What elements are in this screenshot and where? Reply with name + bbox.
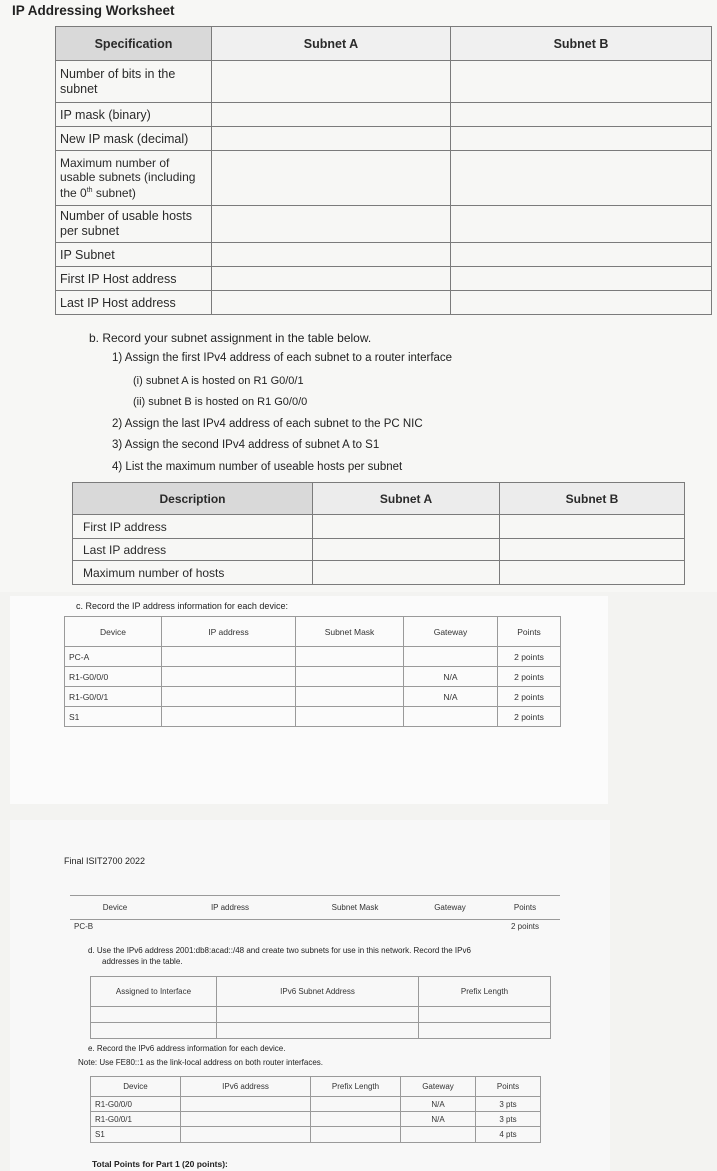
header-subnet-b: Subnet B xyxy=(451,27,712,61)
cell-last-host-a[interactable] xyxy=(212,291,451,315)
cell-usable-hosts-b[interactable] xyxy=(451,206,712,243)
row-label-ip-subnet: IP Subnet xyxy=(56,243,212,267)
gateway-r1-g001: N/A xyxy=(404,687,498,707)
header-subnet-a-2: Subnet A xyxy=(313,483,500,515)
header-points: Points xyxy=(498,617,561,647)
cell-mask-binary-a[interactable] xyxy=(212,103,451,127)
cell-mask-binary-b[interactable] xyxy=(451,103,712,127)
row-label-bits: Number of bits in the subnet xyxy=(56,61,212,103)
header-ip-address-2: IP address xyxy=(160,896,300,920)
cell-last-ip-a[interactable] xyxy=(313,539,500,561)
cell-usable-hosts-a[interactable] xyxy=(212,206,451,243)
ipv6-subnet-table xyxy=(90,976,551,1039)
cell-pc-b-ip[interactable] xyxy=(160,920,300,934)
header-description: Description xyxy=(73,483,313,515)
subnet-assignment-table xyxy=(72,482,685,585)
ipv6-device-table xyxy=(90,1076,541,1143)
worksheet-page-bottom xyxy=(10,820,610,1171)
cell-s1-v6-ip[interactable] xyxy=(181,1127,311,1143)
part-b-step2: 2) Assign the last IPv4 address of each subnet to the PC NIC xyxy=(112,418,423,430)
ip-addressing-table xyxy=(55,26,712,315)
device-s1-v6: S1 xyxy=(91,1127,181,1143)
cell-mask-decimal-b[interactable] xyxy=(451,127,712,151)
points-pc-a: 2 points xyxy=(498,647,561,667)
cell-mask-decimal-a[interactable] xyxy=(212,127,451,151)
row-last-ip: Last IP address xyxy=(73,539,313,561)
header-subnet-mask: Subnet Mask xyxy=(296,617,404,647)
pc-b-table xyxy=(70,895,560,934)
cell-ipv6-r2-3[interactable] xyxy=(419,1023,551,1039)
ip-info-table xyxy=(64,616,561,727)
cell-first-host-b[interactable] xyxy=(451,267,712,291)
cell-r1-g000-ip[interactable] xyxy=(162,667,296,687)
device-r1-g000-v6: R1-G0/0/0 xyxy=(91,1097,181,1112)
row-label-mask-decimal: New IP mask (decimal) xyxy=(56,127,212,151)
row-first-ip: First IP address xyxy=(73,515,313,539)
header-ipv6-address: IPv6 address xyxy=(181,1077,311,1097)
gateway-r1-g000: N/A xyxy=(404,667,498,687)
cell-s1-ip[interactable] xyxy=(162,707,296,727)
gateway-r1-g000-v6: N/A xyxy=(401,1097,476,1112)
cell-pc-b-gateway[interactable] xyxy=(410,920,490,934)
cell-ipv6-r2-1[interactable] xyxy=(91,1023,217,1039)
max-subnets-sup: th xyxy=(86,187,93,194)
cell-pc-b-mask[interactable] xyxy=(300,920,410,934)
cell-last-host-b[interactable] xyxy=(451,291,712,315)
cell-ipv6-r2-2[interactable] xyxy=(217,1023,419,1039)
header-prefix-length-2: Prefix Length xyxy=(311,1077,401,1097)
part-e-note: Note: Use FE80::1 as the link-local address on both router interfaces. xyxy=(78,1058,324,1067)
cell-r1-g001-v6-ip[interactable] xyxy=(181,1112,311,1127)
cell-bits-a[interactable] xyxy=(212,61,451,103)
header-subnet-b-2: Subnet B xyxy=(500,483,685,515)
max-subnets-text-end: subnet) xyxy=(92,186,136,200)
device-pc-a: PC-A xyxy=(65,647,162,667)
part-b-step1ii: (ii) subnet B is hosted on R1 G0/0/0 xyxy=(133,396,308,408)
device-s1: S1 xyxy=(65,707,162,727)
cell-pc-a-mask[interactable] xyxy=(296,647,404,667)
part-b-heading: b. Record your subnet assignment in the table below. xyxy=(89,331,372,345)
header-device-2: Device xyxy=(70,896,160,920)
header-gateway-3: Gateway xyxy=(401,1077,476,1097)
row-label-mask-binary: IP mask (binary) xyxy=(56,103,212,127)
cell-first-host-a[interactable] xyxy=(212,267,451,291)
header-assigned-interface: Assigned to Interface xyxy=(91,977,217,1007)
cell-r1-g001-ip[interactable] xyxy=(162,687,296,707)
cell-last-ip-b[interactable] xyxy=(500,539,685,561)
part-b-step1: 1) Assign the first IPv4 address of each subnet to a router interface xyxy=(112,352,453,364)
cell-max-subnets-a[interactable] xyxy=(212,151,451,206)
part-b-step4: 4) List the maximum number of useable hosts per subnet xyxy=(112,461,403,473)
cell-first-ip-a[interactable] xyxy=(313,515,500,539)
cell-bits-b[interactable] xyxy=(451,61,712,103)
cell-ipv6-r1-1[interactable] xyxy=(91,1007,217,1023)
points-r1-g001-v6: 3 pts xyxy=(476,1112,541,1127)
cell-s1-mask[interactable] xyxy=(296,707,404,727)
row-label-first-host: First IP Host address xyxy=(56,267,212,291)
part-e-text: e. Record the IPv6 address information for each device. xyxy=(88,1044,286,1053)
points-r1-g000-v6: 3 pts xyxy=(476,1097,541,1112)
row-label-max-subnets xyxy=(56,151,212,206)
cell-max-hosts-b[interactable] xyxy=(500,561,685,585)
cell-s1-v6-gateway[interactable] xyxy=(401,1127,476,1143)
cell-r1-g001-v6-prefix[interactable] xyxy=(311,1112,401,1127)
device-pc-b: PC-B xyxy=(74,922,94,932)
header-points-3: Points xyxy=(476,1077,541,1097)
part-b-step1i: (i) subnet A is hosted on R1 G0/0/1 xyxy=(133,375,304,387)
cell-r1-g000-mask[interactable] xyxy=(296,667,404,687)
row-label-last-host: Last IP Host address xyxy=(56,291,212,315)
cell-ipv6-r1-2[interactable] xyxy=(217,1007,419,1023)
worksheet-title: IP Addressing Worksheet xyxy=(12,3,175,18)
footer-label: Final ISIT2700 2022 xyxy=(64,856,146,866)
total-points: Total Points for Part 1 (20 points): xyxy=(92,1159,228,1169)
cell-r1-g001-mask[interactable] xyxy=(296,687,404,707)
part-d-text-2: addresses in the table. xyxy=(102,957,183,966)
cell-s1-gateway[interactable] xyxy=(404,707,498,727)
cell-max-hosts-a[interactable] xyxy=(313,561,500,585)
header-gateway: Gateway xyxy=(404,617,498,647)
header-gateway-2: Gateway xyxy=(410,896,490,920)
cell-r1-g000-v6-prefix[interactable] xyxy=(311,1097,401,1112)
points-s1-v6: 4 pts xyxy=(476,1127,541,1143)
header-prefix-length: Prefix Length xyxy=(419,977,551,1007)
cell-s1-v6-prefix[interactable] xyxy=(311,1127,401,1143)
cell-max-subnets-b[interactable] xyxy=(451,151,712,206)
gateway-r1-g001-v6: N/A xyxy=(401,1112,476,1127)
points-pc-b: 2 points xyxy=(510,922,540,932)
header-specification: Specification xyxy=(56,27,212,61)
max-subnets-text: Maximum number of usable subnets (including the 0 xyxy=(60,156,196,200)
cell-ipv6-r1-3[interactable] xyxy=(419,1007,551,1023)
header-ip-address: IP address xyxy=(162,617,296,647)
row-label-usable-hosts: Number of usable hosts per subnet xyxy=(56,206,212,243)
header-ipv6-subnet: IPv6 Subnet Address xyxy=(217,977,419,1007)
device-r1-g001: R1-G0/0/1 xyxy=(65,687,162,707)
header-subnet-a: Subnet A xyxy=(212,27,451,61)
header-device: Device xyxy=(65,617,162,647)
cell-ip-subnet-a[interactable] xyxy=(212,243,451,267)
part-c-heading: c. Record the IP address information for each device: xyxy=(76,601,288,611)
worksheet-page-middle xyxy=(10,596,608,804)
device-r1-g001-v6: R1-G0/0/1 xyxy=(91,1112,181,1127)
cell-first-ip-b[interactable] xyxy=(500,515,685,539)
row-max-hosts: Maximum number of hosts xyxy=(73,561,313,585)
header-points-2: Points xyxy=(490,896,560,920)
part-d-text-1: d. Use the IPv6 address 2001:db8:acad::/48 and create two subnets for use in this network. Record the IPv6 xyxy=(88,946,471,955)
header-subnet-mask-2: Subnet Mask xyxy=(300,896,410,920)
cell-pc-a-ip[interactable] xyxy=(162,647,296,667)
header-device-3: Device xyxy=(91,1077,181,1097)
cell-ip-subnet-b[interactable] xyxy=(451,243,712,267)
points-r1-g000: 2 points xyxy=(498,667,561,687)
points-s1: 2 points xyxy=(498,707,561,727)
device-r1-g000: R1-G0/0/0 xyxy=(65,667,162,687)
part-b-step3: 3) Assign the second IPv4 address of subnet A to S1 xyxy=(112,439,380,451)
points-r1-g001: 2 points xyxy=(498,687,561,707)
cell-pc-a-gateway[interactable] xyxy=(404,647,498,667)
cell-r1-g000-v6-ip[interactable] xyxy=(181,1097,311,1112)
